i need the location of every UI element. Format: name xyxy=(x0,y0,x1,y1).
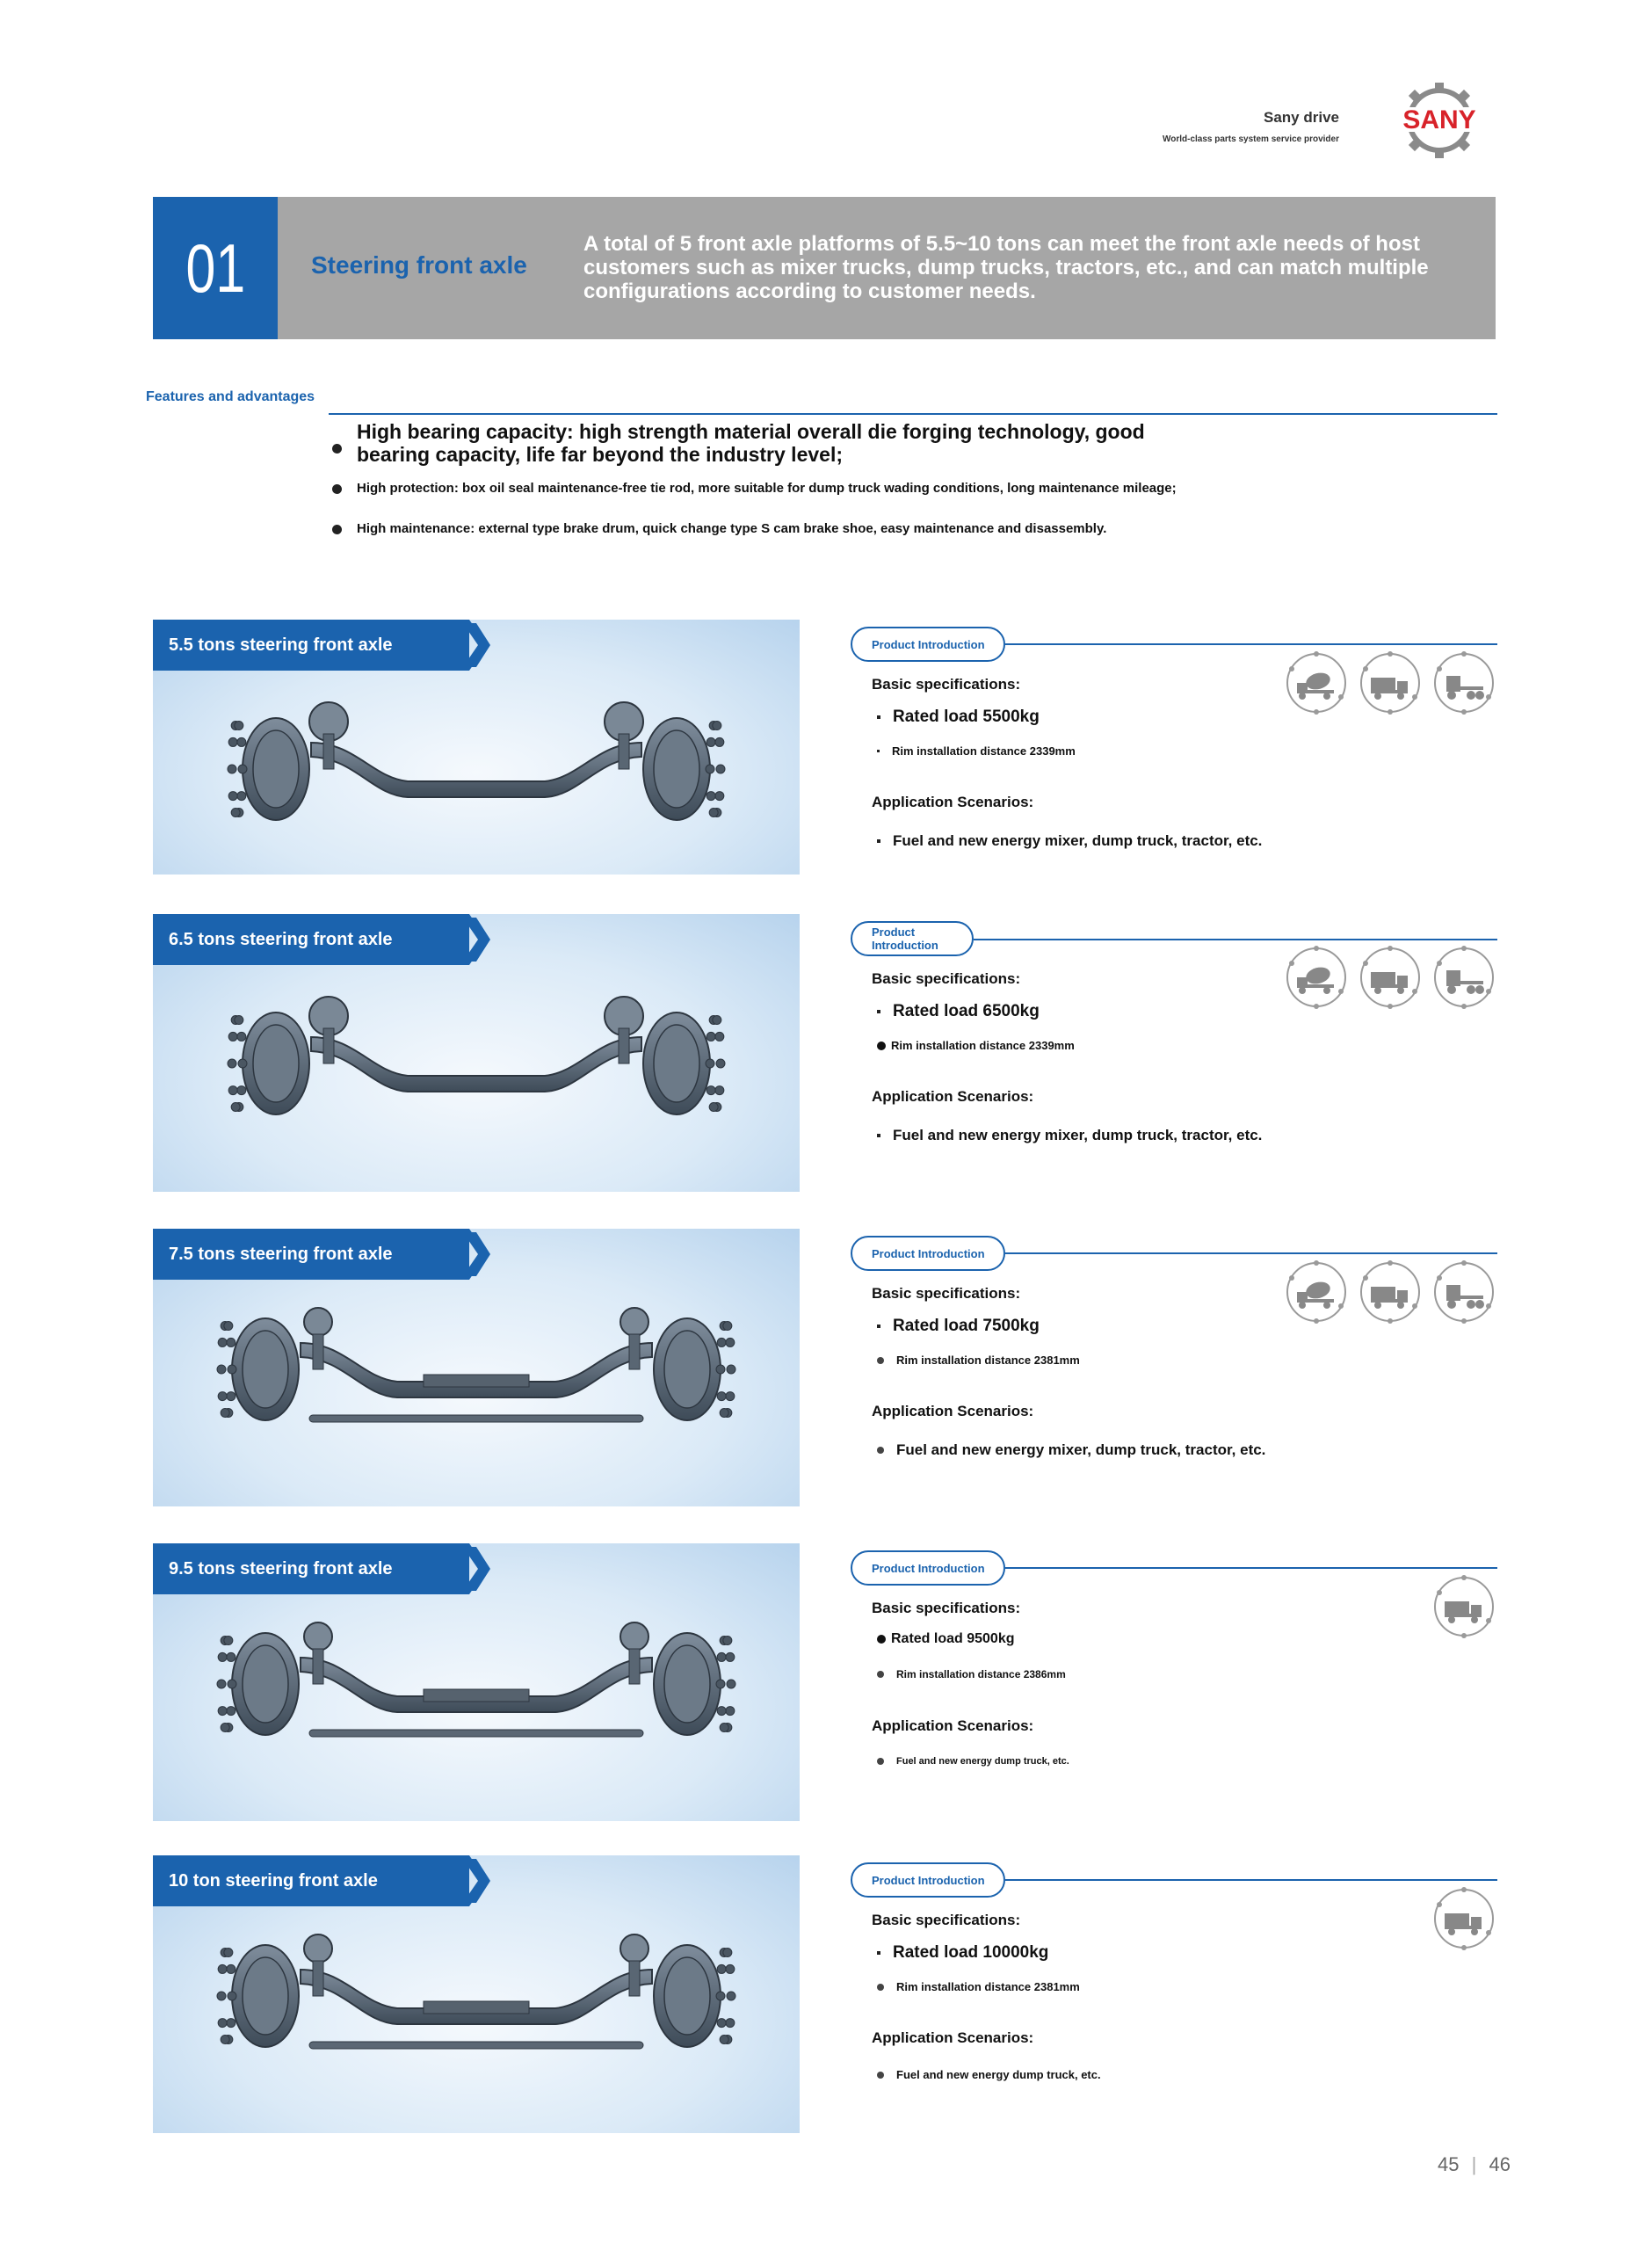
bullet-dot xyxy=(877,1984,884,1991)
application-text: Fuel and new energy mixer, dump truck, tractor, etc. xyxy=(893,832,1263,849)
product-intro-divider xyxy=(1005,1252,1497,1254)
bullet-dot xyxy=(332,525,342,534)
tractor-icon xyxy=(1432,946,1496,1009)
chevron-right-icon xyxy=(460,914,492,965)
product-name: 9.5 tons steering front axle xyxy=(153,1543,469,1594)
rated-load xyxy=(877,1943,1048,1963)
application-title: Application Scenarios: xyxy=(872,794,1034,810)
application-title: Application Scenarios: xyxy=(872,2029,1034,2046)
rim-distance xyxy=(877,1980,1080,1993)
chevron-right-icon xyxy=(460,620,492,671)
bullet-dot xyxy=(332,444,342,454)
application-text: Fuel and new energy dump truck, etc. xyxy=(896,2068,1101,2081)
bullet-dot xyxy=(877,2072,884,2079)
tractor-icon xyxy=(1432,1260,1496,1324)
feature-item xyxy=(332,420,1174,466)
bullet-dot xyxy=(877,1635,886,1644)
chevron-right-icon xyxy=(460,1855,492,1906)
rim-distance xyxy=(877,1039,1075,1052)
application-title: Application Scenarios: xyxy=(872,1403,1034,1419)
application-title: Application Scenarios: xyxy=(872,1717,1034,1734)
rim-distance xyxy=(877,1354,1080,1367)
basic-specs-title: Basic specifications: xyxy=(872,970,1021,987)
rim-distance xyxy=(877,1668,1066,1680)
product-name: 5.5 tons steering front axle xyxy=(153,620,469,671)
rated-load xyxy=(877,708,1040,727)
product-intro-divider xyxy=(1005,1567,1497,1569)
page-separator: | xyxy=(1471,2153,1477,2175)
bullet-dot xyxy=(877,1447,884,1454)
product-introduction-pill: Product Introduction xyxy=(851,1862,1005,1898)
bullet-square xyxy=(877,750,880,752)
section-description: A total of 5 front axle platforms of 5.5~10 tons can meet the front axle needs of host customers such as mixer trucks, dump trucks, tractors, etc., and can match multiple configurations according to customer needs. xyxy=(583,232,1429,303)
bullet-dot xyxy=(877,1758,884,1765)
bullet-square xyxy=(877,1134,880,1137)
section-number xyxy=(153,197,278,339)
mixer-truck-icon xyxy=(1285,946,1348,1009)
dump-truck-icon xyxy=(1432,1887,1496,1950)
mixer-truck-icon xyxy=(1285,1260,1348,1324)
product-introduction-pill: Product Introduction xyxy=(851,921,974,956)
brand-name: Sany drive xyxy=(1264,109,1339,126)
sany-logo xyxy=(1387,81,1492,160)
bullet-dot xyxy=(877,1671,884,1678)
application-scenario xyxy=(877,1756,1069,1767)
rim-distance xyxy=(877,744,1076,758)
feature-item xyxy=(332,521,1106,536)
dump-truck-icon xyxy=(1359,651,1422,715)
features-divider xyxy=(329,413,1497,415)
tractor-icon xyxy=(1432,651,1496,715)
bullet-dot xyxy=(332,484,342,494)
section-number-text: 01 xyxy=(185,229,245,307)
product-introduction-pill: Product Introduction xyxy=(851,1550,1005,1586)
product-name: 7.5 tons steering front axle xyxy=(153,1229,469,1280)
application-text: Fuel and new energy dump truck, etc. xyxy=(896,1756,1069,1767)
dump-truck-icon xyxy=(1359,946,1422,1009)
page-number-right: 46 xyxy=(1489,2153,1511,2175)
bullet-square xyxy=(877,715,880,719)
rated-load-text: Rated load 5500kg xyxy=(893,708,1040,726)
dump-truck-icon xyxy=(1432,1575,1496,1638)
product-introduction-pill: Product Introduction xyxy=(851,1236,1005,1271)
application-scenario xyxy=(877,2068,1101,2081)
product-intro-divider xyxy=(974,939,1497,940)
bullet-square xyxy=(877,1951,880,1955)
rated-load-text: Rated load 10000kg xyxy=(893,1943,1049,1962)
rim-distance-text: Rim installation distance 2339mm xyxy=(891,1039,1075,1052)
rated-load-text: Rated load 7500kg xyxy=(893,1317,1040,1335)
feature-item xyxy=(332,481,1177,496)
product-intro-divider xyxy=(1005,1879,1497,1881)
basic-specs-title: Basic specifications: xyxy=(872,1285,1021,1302)
bullet-dot xyxy=(877,1042,886,1050)
rim-distance-text: Rim installation distance 2339mm xyxy=(892,744,1076,758)
chevron-right-icon xyxy=(460,1229,492,1280)
basic-specs-title: Basic specifications: xyxy=(872,676,1021,693)
basic-specs-title: Basic specifications: xyxy=(872,1600,1021,1616)
bullet-square xyxy=(877,1325,880,1328)
rated-load-text: Rated load 6500kg xyxy=(893,1002,1040,1020)
basic-specs-title: Basic specifications: xyxy=(872,1912,1021,1928)
rated-load-text: Rated load 9500kg xyxy=(891,1631,1015,1646)
chevron-right-icon xyxy=(460,1543,492,1594)
dump-truck-icon xyxy=(1359,1260,1422,1324)
features-title: Features and advantages xyxy=(146,389,315,404)
application-scenario xyxy=(877,832,1262,850)
bullet-square xyxy=(877,839,880,843)
page-number-left: 45 xyxy=(1438,2153,1460,2175)
application-text: Fuel and new energy mixer, dump truck, tractor, etc. xyxy=(896,1441,1266,1458)
rim-distance-text: Rim installation distance 2386mm xyxy=(896,1668,1066,1680)
rim-distance-text: Rim installation distance 2381mm xyxy=(896,1354,1080,1367)
feature-text: High maintenance: external type brake drum, quick change type S cam brake shoe, easy maintenance and disassembly. xyxy=(357,521,1107,536)
page-numbers xyxy=(1438,2153,1511,2176)
feature-text: High protection: box oil seal maintenance-free tie rod, more suitable for dump truck wading conditions, long maintenance mileage; xyxy=(357,481,1177,496)
product-intro-divider xyxy=(1005,643,1497,645)
application-scenario xyxy=(877,1127,1262,1144)
brand-tagline: World-class parts system service provider xyxy=(1162,134,1339,144)
section-title: Steering front axle xyxy=(311,251,527,279)
rated-load xyxy=(877,1317,1040,1336)
application-text: Fuel and new energy mixer, dump truck, tractor, etc. xyxy=(893,1127,1263,1143)
application-title: Application Scenarios: xyxy=(872,1088,1034,1105)
logo-text: SANY xyxy=(1402,105,1476,134)
bullet-dot xyxy=(877,1357,884,1364)
rated-load xyxy=(877,1631,1015,1647)
product-name: 6.5 tons steering front axle xyxy=(153,914,469,965)
feature-text: High bearing capacity: high strength material overall die forging technology, good bearing capacity, life far beyond the industry level; xyxy=(357,420,1145,466)
product-name: 10 ton steering front axle xyxy=(153,1855,469,1906)
product-introduction-pill: Product Introduction xyxy=(851,627,1005,662)
bullet-square xyxy=(877,1010,880,1013)
rated-load xyxy=(877,1002,1040,1021)
application-scenario xyxy=(877,1441,1265,1459)
mixer-truck-icon xyxy=(1285,651,1348,715)
rim-distance-text: Rim installation distance 2381mm xyxy=(896,1980,1080,1993)
